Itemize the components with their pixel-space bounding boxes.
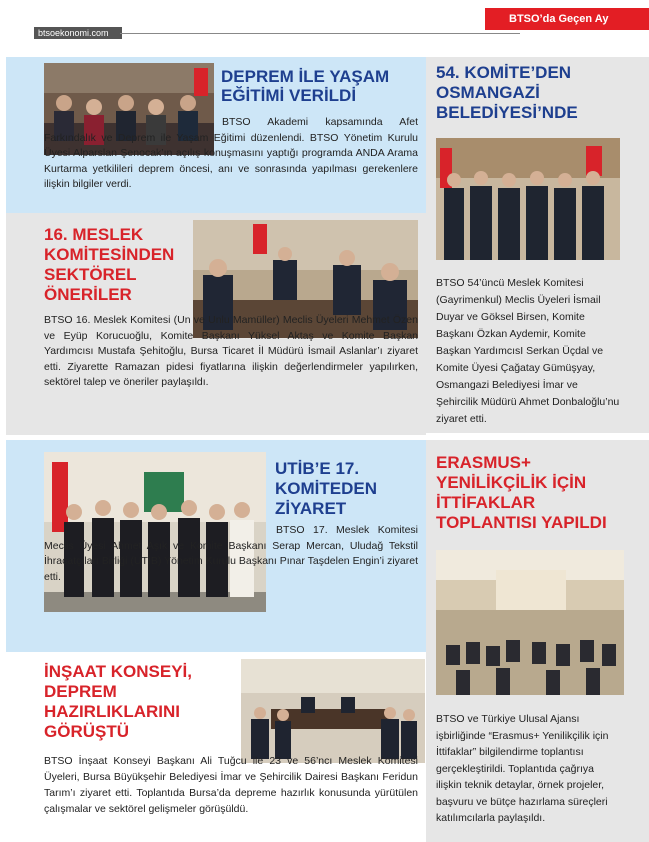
utib-title: UTİB’E 17. KOMİTEDEN ZİYARET [275,459,377,518]
erasmus-body: BTSO ve Türkiye Ulusal Ajansı işbirliğinde “Erasmus+ Yenilikçilik için İttifaklar” bilgilendirme toplantısı gerçekleştirildi. Toplantıda çağrıya ilişkin teknik detaylar, örnek projeler, başvuru ve bütçe hazırlama süreçleri katılımcılarla paylaşıldı. [436,713,609,824]
erasmus-meeting-photo [436,550,624,695]
komite54-title: 54. KOMİTE’DEN OSMANGAZİ BELEDİYESİ’NDE [436,63,578,122]
insaat-meeting-photo [241,659,425,763]
komite16-body: BTSO 16. Meslek Komitesi (Un ve Unlu Mamüller) Meclis Üyeleri Mehmet Özen ve Eyüp Korucuoğlu, Komite Başkanı Yüksel Aktaş ve Komite Başkan Yardımcısı Mustafa Şehitoğlu, Bursa Ticaret İl Müdürü İsmail Aslanlar’ı ziyaret etti. Ziyarette Ramazan pidesi fiyatlarına ilişkin değerlendirmeler yapılırken, sektörel talep ve öneriler paylaşıldı. [44,314,418,388]
deprem-title: DEPREM İLE YAŞAM EĞİTİMİ VERİLDİ [221,67,390,105]
komite54-group-photo [436,138,620,260]
erasmus-title: ERASMUS+ YENİLİKÇİLİK İÇİN İTTİFAKLAR TOPLANTISI YAPILDI [436,453,607,532]
header-rule [120,33,520,34]
komite54-body: BTSO 54’üncü Meslek Komitesi (Gayrimenkul) Meclis Üyeleri İsmail Duyar ve Göksel Birsen, Komite Başkanı Özkan Aydemir, Komite Başkan YardımcısI Serkan Üçdal ve Komite Üyesi Çağatay Gümüşyay, Osmangazi Belediyesi İmar ve Şehircilik Müdürü Ahmet Donbaloğlu’nu ziyaret etti. [436,277,620,425]
insaat-body: BTSO İnşaat Konseyi Başkanı Ali Tuğcu ile 23 ve 56’ncı Meslek Komitesi Üyeleri, Bursa Büyükşehir Belediyesi İmar ve Şehircilik Dairesi Başkanı Feridun Tarım’ı ziyaret etti. Toplantıda Bursa’da depreme hazırlık konusunda yürütülen çalışmalar ve sektörel gelişmeler görüşüldü. [44,755,418,815]
deprem-body: BTSO Akademi kapsamında Afet Farkındalık ve Deprem ile Yaşam Eğitimi düzenlendi. BTSO Yönetim Kurulu Üyesi Alparslan Şenocak’ın açılış konuşmasını yaptığı programda ANDA Arama Kurtarma yetkilileri deprem öncesi, anı ve sonrasında yapılması gerekenlere ilişkin bilgiler verdi. [44,116,418,190]
utib-body: BTSO 17. Meslek Komitesi Meclis Üyesi Ahmet Aşık ve Komite Başkanı Serap Mercan, Uludağ Tekstil İhracatçıları Birliği (UTİB) Yönetim Kurulu Başkanı Pınar Taşdelen Engin’i ziyaret etti. [44,524,418,583]
komite16-title: 16. MESLEK KOMİTESİNDEN SEKTÖREL ÖNERİLER [44,225,175,304]
section-badge: BTSO’da Geçen Ay [485,8,649,30]
site-url-label: btsoekonomi.com [34,27,122,39]
insaat-title: İNŞAAT KONSEYİ, DEPREM HAZIRLIKLARINI GÖRÜŞTÜ [44,662,192,741]
